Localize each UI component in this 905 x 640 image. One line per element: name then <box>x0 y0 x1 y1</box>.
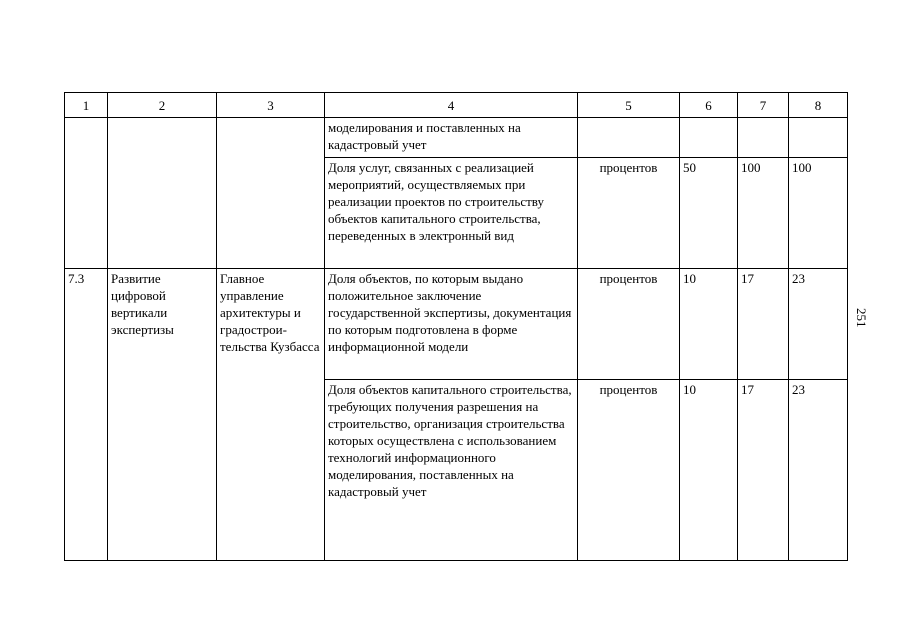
unit-cell: процентов <box>578 380 680 561</box>
empty-cell <box>217 118 325 269</box>
value-cell: 17 <box>738 269 789 380</box>
header-cell: 2 <box>108 93 217 118</box>
header-row <box>65 93 848 118</box>
unit-cell: процентов <box>578 269 680 380</box>
header-cell: 3 <box>217 93 325 118</box>
unit-cell: процентов <box>578 158 680 269</box>
header-cell: 8 <box>789 93 848 118</box>
item-number-cell: 7.3 <box>65 269 108 561</box>
value-cell: 100 <box>789 158 848 269</box>
unit-cell <box>578 118 680 158</box>
value-cell: 23 <box>789 380 848 561</box>
empty-cell <box>65 118 108 269</box>
value-cell: 23 <box>789 269 848 380</box>
indicators-table <box>64 92 848 561</box>
responsible-cell: Главное управление архитектуры и градострои-тельства Кузбасса <box>217 269 325 561</box>
empty-cell <box>108 118 217 269</box>
indicator-cell: моделирования и поставленных на кадастровый учет <box>325 118 578 158</box>
value-cell <box>680 118 738 158</box>
value-cell <box>789 118 848 158</box>
value-cell: 17 <box>738 380 789 561</box>
table-row <box>65 269 848 380</box>
header-cell: 1 <box>65 93 108 118</box>
table-row <box>65 118 848 158</box>
indicator-cell: Доля объектов капитального строительства, требующих получения разрешения на строительство, организация строительства которых осуществлена с использованием технологий информационного моделирования, поставленных на кадастровый учет <box>325 380 578 561</box>
header-cell: 6 <box>680 93 738 118</box>
value-cell: 50 <box>680 158 738 269</box>
value-cell: 100 <box>738 158 789 269</box>
header-cell: 7 <box>738 93 789 118</box>
measure-cell: Развитие цифровой вертикали экспертизы <box>108 269 217 561</box>
value-cell <box>738 118 789 158</box>
indicator-cell: Доля объектов, по которым выдано положительное заключение государственной экспертизы, документация по которым подготовлена в форме информационной модели <box>325 269 578 380</box>
header-cell: 5 <box>578 93 680 118</box>
indicator-cell: Доля услуг, связанных с реализацией мероприятий, осуществляемых при реализации проектов по строительству объектов капитального строительства, переведенных в электронный вид <box>325 158 578 269</box>
header-cell: 4 <box>325 93 578 118</box>
value-cell: 10 <box>680 269 738 380</box>
page-number: 251 <box>854 308 869 328</box>
value-cell: 10 <box>680 380 738 561</box>
